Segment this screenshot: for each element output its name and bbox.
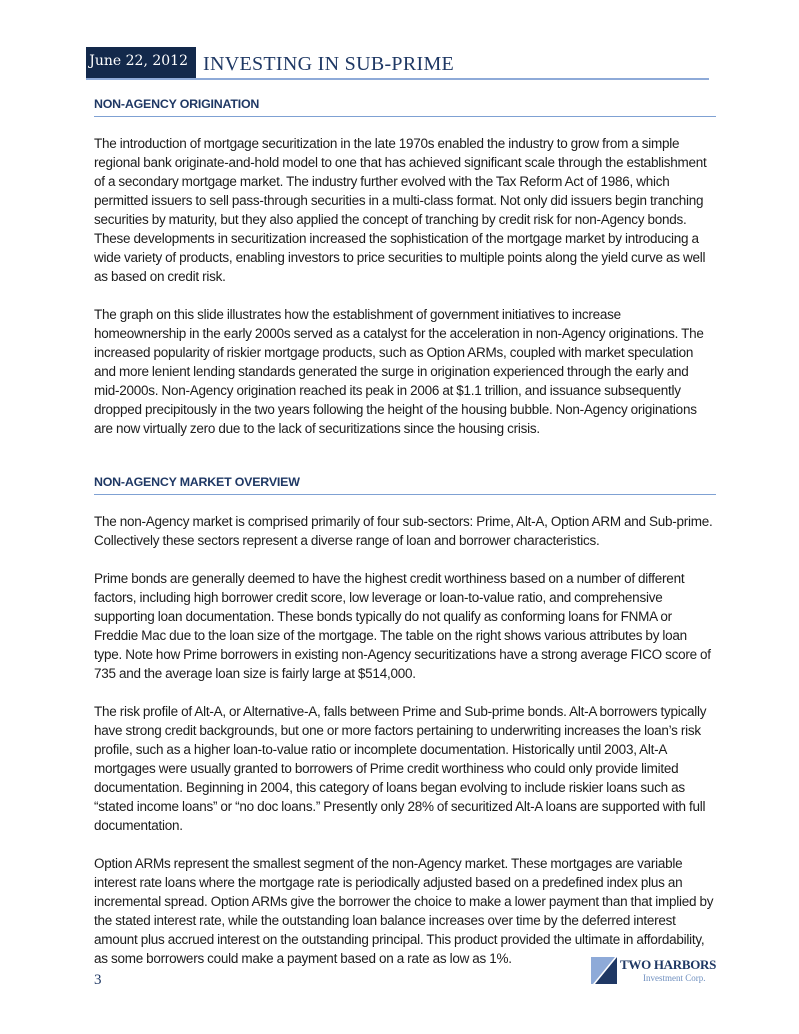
paragraph: Option ARMs represent the smallest segment of the non-Agency market. These mortgages are variable interest rate loans where the mortgage rate is periodically adjusted based on a predefined index plus an incremental spread. Option ARMs give the borrower the choice to make a lower payment than that implied by the stated interest rate, while the outstanding loan balance increases over time by the deferred interest amount plus accrued interest on the outstanding principal. This product provided the ultimate in affordability, as some borrowers could make a payment based on a rate as low as 1%. bbox=[94, 856, 714, 966]
paragraph: The non-Agency market is comprised primarily of four sub-sectors: Prime, Alt-A, Option ARM and Sub-prime. Collectively these sectors represent a diverse range of loan and borrower characteristics. bbox=[94, 514, 713, 548]
two-harbors-logo-icon bbox=[591, 957, 617, 984]
paragraph: The risk profile of Alt-A, or Alternative-A, falls between Prime and Sub-prime bonds. Alt-A borrowers typically have strong credit backgrounds, but one or more factors pertaining to underwriting increases the loan’s risk profile, such as a higher loan-to-value ratio or incomplete documentation. Historically until 2003, Alt-A mortgages were usually granted to borrowers of Prime credit worthiness who could only provide limited documentation. Beginning in 2004, this category of loans began evolving to include riskier loans such as “stated income loans” or “no doc loans.” Presently only 28% of securitized Alt-A loans are supported with full documentation. bbox=[94, 704, 707, 833]
header-rule bbox=[86, 78, 709, 80]
section-heading: NON-AGENCY MARKET OVERVIEW bbox=[94, 475, 716, 495]
section-non-agency-origination bbox=[94, 97, 716, 438]
logo-subtitle: Investment Corp. bbox=[643, 973, 706, 983]
company-logo bbox=[591, 957, 716, 987]
page-number: 3 bbox=[94, 972, 102, 988]
section-heading: NON-AGENCY ORIGINATION bbox=[94, 97, 716, 117]
page-header bbox=[86, 47, 709, 80]
section-non-agency-market-overview bbox=[94, 475, 716, 968]
paragraph: Prime bonds are generally deemed to have the highest credit worthiness based on a number of different factors, including high borrower credit score, low leverage or loan-to-value ratio, and comprehensive supporting loan documentation. These bonds typically do not qualify as conforming loans for FNMA or Freddie Mac due to the loan size of the mortgage. The table on the right shows various attributes by loan type. Note how Prime borrowers in existing non-Agency securitizations have a strong average FICO score of 735 and the average loan size is fairly large at $514,000. bbox=[94, 571, 711, 681]
paragraph: The graph on this slide illustrates how the establishment of government initiatives to increase homeownership in the early 2000s served as a catalyst for the acceleration in non-Agency originations. The increased popularity of riskier mortgage products, such as Option ARMs, coupled with market speculation and more lenient lending standards generated the surge in origination experienced through the early and mid-2000s. Non-Agency origination reached its peak in 2006 at $1.1 trillion, and issuance subsequently dropped precipitously in the two years following the height of the housing bubble. Non-Agency originations are now virtually zero due to the lack of securitizations since the housing crisis. bbox=[94, 307, 704, 436]
document-title: INVESTING IN SUB-PRIME bbox=[203, 53, 455, 75]
date-badge: June 22, 2012 bbox=[86, 47, 196, 79]
logo-name: TWO HARBORS bbox=[620, 957, 717, 972]
paragraph: The introduction of mortgage securitization in the late 1970s enabled the industry to grow from a simple regional bank originate-and-hold model to one that has achieved significant scale through the establishment of a secondary mortgage market. The industry further evolved with the Tax Reform Act of 1986, which permitted issuers to sell pass-through securities in a multi-class format. Not only did issuers begin tranching securities by maturity, but they also applied the concept of tranching by credit risk for non-Agency bonds. These developments in securitization increased the sophistication of the mortgage market by introducing a wide variety of products, enabling investors to price securities to multiple points along the yield curve as well as based on credit risk. bbox=[94, 136, 707, 284]
